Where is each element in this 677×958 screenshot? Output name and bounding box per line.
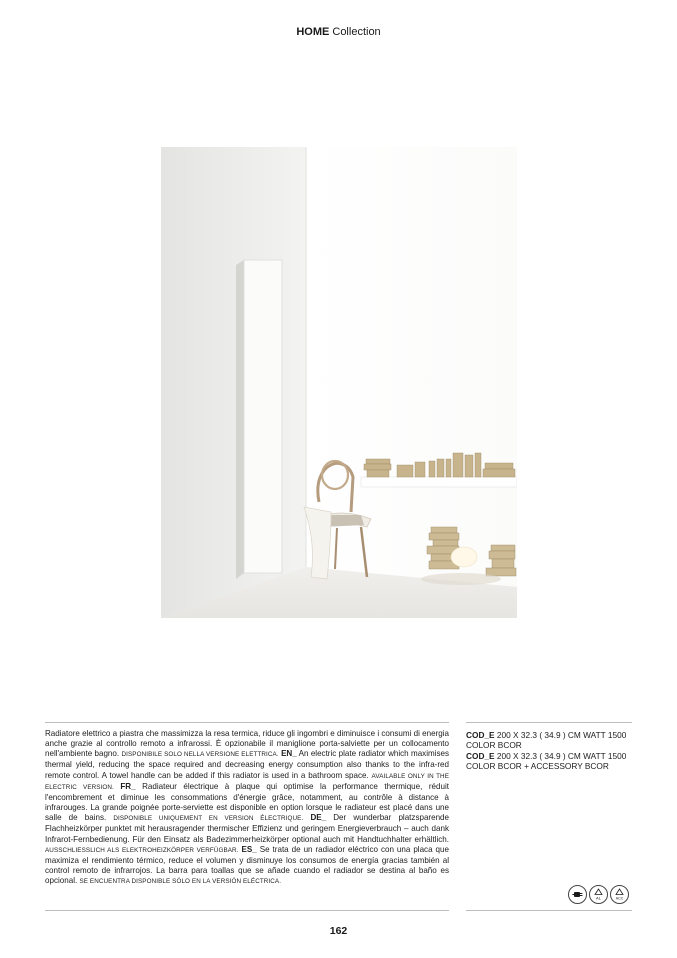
desc-spanish-note: SE ENCUENTRA DISPONIBLE SÓLO EN LA VERSIÓN ELÉCTRICA. (79, 878, 282, 886)
code-label: COD_E (466, 730, 495, 740)
code-color: COLOR BCOR + ACCESSORY BCOR (466, 760, 609, 771)
desc-fr-label: FR_ (120, 781, 136, 791)
code-color: COLOR BCOR (466, 740, 522, 751)
desc-german: Der wunderbar platzsparende Flachheizkörper punktet mit herausragender thermischer Effizienz und geringem Energieverbrauch – auch dank Infrarot-Fernbedienung. Für den Einsatz als Badezimmerheizkörper optional auch mit Handtuchhalter erhältlich. (45, 813, 449, 844)
product-codes (466, 730, 641, 771)
recycle-al-icon (589, 885, 608, 904)
page-number: 162 (329, 925, 348, 937)
recycle-acc-label: ACC (615, 896, 624, 901)
code-label: COD_E (466, 750, 495, 761)
product-description (45, 729, 449, 887)
interior-scene-illustration (161, 147, 517, 618)
product-photo (161, 147, 517, 618)
desc-english-note: AVAILABLE ONLY IN THE ELECTRIC VERSION. (45, 772, 449, 791)
desc-french-note: DISPONIBLE UNIQUEMENT EN VERSION ÉLECTRIQUE. (113, 815, 304, 823)
page-header (0, 26, 677, 38)
code-entry (466, 751, 641, 761)
right-bottom-rule (466, 910, 632, 911)
desc-german-note: AUSSCHLIESSLICH ALS ELEKTROHEIZKÖRPER VERFÜGBAR. (45, 846, 239, 854)
header-brand: HOME (296, 26, 330, 38)
left-bottom-rule (45, 910, 449, 911)
desc-italian-note: DISPONIBILE SOLO NELLA VERSIONE ELETTRICA. (121, 751, 279, 759)
desc-english: An electric plate radiator which maximises thermal yield, reducing the space required and decreasing energy consumption also thanks to the infra-red remote control. A towel handle can be added if this radiator is used in a bathroom space. (45, 749, 449, 780)
desc-de-label: DE_ (310, 813, 327, 823)
desc-es-label: ES_ (241, 844, 257, 854)
electric-plug-icon (568, 885, 587, 904)
left-top-rule (45, 722, 449, 723)
header-section: Collection (332, 26, 381, 38)
code-spec: 200 X 32.3 ( 34.9 ) CM WATT 1500 (496, 730, 627, 740)
recycle-al-label: AL (596, 895, 601, 901)
desc-spanish: Se trata de un radiador eléctrico con una placa que maximiza el rendimiento térmico, reduce el volumen y disminuye los consumos de energía gracias también al control remoto de infrarrojos. La barra para toallas que se añade cuando el radiador se destina al baño es opcional. (45, 844, 449, 886)
code-spec: 200 X 32.3 ( 34.9 ) CM WATT 1500 (496, 750, 627, 761)
desc-french: Radiateur électrique à plaque qui optimise la performance thermique, réduit l'encombrement et diminue les consommations d'énergie grâce, notamment, au contrôle à distance à infrarouges. La grande poignée porte-serviette est disponible en option lorsque le radiateur est placé dans une salle de bains. (45, 781, 449, 823)
radiator-shape (236, 260, 282, 579)
right-top-rule (466, 722, 632, 723)
code-entry (466, 730, 641, 740)
desc-italian: Radiatore elettrico a piastra che massimizza la resa termica, riduce gli ingombri e diminuisce i consumi di energia anche grazie al controllo remoto a infrarossi. È opzionabile il maniglione porta-salviette per un collocamento nell'ambiente bagno. (45, 729, 449, 759)
desc-en-label: EN_ (281, 749, 297, 759)
recycle-acc-icon (610, 885, 629, 904)
feature-badges (568, 885, 629, 904)
